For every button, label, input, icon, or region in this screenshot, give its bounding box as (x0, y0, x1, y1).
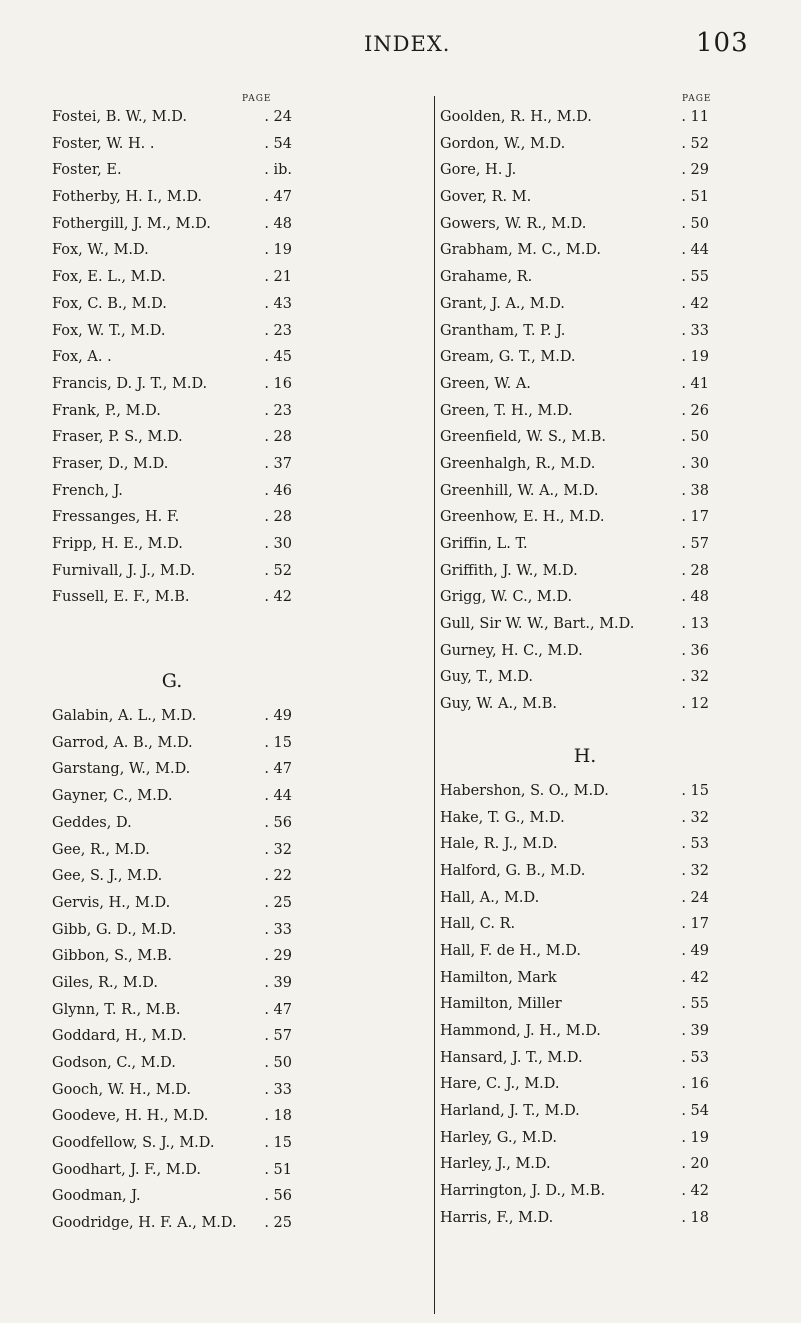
entry-page: . 48 (264, 215, 292, 232)
entry-page: . 30 (681, 455, 709, 472)
right-index-column (440, 104, 730, 1232)
entry-name: Fressanges, H. F. (52, 509, 180, 526)
entry-page: . 47 (264, 189, 292, 206)
entry-page: . 17 (681, 916, 709, 933)
entry-name: Harley, G., M.D. (440, 1129, 557, 1146)
section-letter: H. (573, 744, 597, 767)
entry-name: Fox, A. . (52, 349, 112, 366)
entry-page: . 15 (264, 734, 292, 751)
index-entry (440, 664, 730, 691)
entry-page: . 23 (264, 322, 292, 339)
entry-name: Fraser, P. S., M.D. (52, 429, 183, 446)
index-entry (52, 1183, 292, 1210)
entry-page: . 41 (681, 375, 709, 392)
index-entry (52, 890, 292, 917)
index-entry (440, 638, 730, 665)
entry-name: Fothergill, J. M., M.D. (52, 215, 211, 232)
entry-page: . 42 (681, 1183, 709, 1200)
entry-name: Gibb, G. D., M.D. (52, 921, 177, 938)
entry-name: Grahame, R. (440, 269, 533, 286)
entry-name: Gover, R. M. (440, 189, 532, 206)
entry-name: Fox, C. B., M.D. (52, 295, 167, 312)
entry-page: . 51 (681, 189, 709, 206)
section-letter: G. (161, 670, 183, 693)
entry-name: Goodman, J. (52, 1188, 141, 1205)
entry-page: . 55 (681, 996, 709, 1013)
entry-page: . 19 (681, 1129, 709, 1146)
index-entry (440, 184, 730, 211)
index-entry (52, 1210, 292, 1237)
index-entry (52, 1023, 292, 1050)
index-entry (52, 451, 292, 478)
entry-page: . 50 (264, 1055, 292, 1071)
entry-name: Furnivall, J. J., M.D. (52, 562, 196, 579)
entry-name: Gibbon, S., M.B. (52, 948, 173, 965)
entry-name: Goolden, R. H., M.D. (440, 109, 592, 125)
entry-name: Fraser, D., M.D. (52, 455, 169, 472)
index-entry (440, 291, 730, 318)
entry-name: Hale, R. J., M.D. (440, 836, 558, 853)
index-entry (52, 237, 292, 264)
entry-page: . 19 (681, 349, 709, 366)
entry-name: Goodridge, H. F. A., M.D. (52, 1215, 237, 1232)
page-number: 103 (696, 28, 749, 58)
index-entry (52, 184, 292, 211)
index-entry (440, 1205, 730, 1232)
entry-page: . 53 (681, 1049, 709, 1066)
entry-page: . 24 (264, 109, 292, 125)
entry-page: . 42 (264, 589, 292, 606)
entry-page: . 16 (681, 1076, 709, 1093)
entry-name: Frank, P., M.D. (52, 402, 161, 419)
entry-page: . 28 (264, 509, 292, 526)
entry-page: . ib. (264, 162, 292, 179)
entry-page: . 45 (264, 349, 292, 366)
entry-page: . 32 (681, 862, 709, 879)
index-entry (52, 703, 292, 730)
entry-name: Hake, T. G., M.D. (440, 809, 565, 826)
entry-name: Hansard, J. T., M.D. (440, 1049, 583, 1066)
entry-name: Goodeve, H. H., M.D. (52, 1108, 209, 1125)
index-entry (52, 917, 292, 944)
index-entry (440, 451, 730, 478)
index-entry (52, 157, 292, 184)
index-entry (52, 371, 292, 398)
entry-page: . 37 (264, 455, 292, 472)
entry-page: . 51 (264, 1161, 292, 1178)
index-entry (440, 1125, 730, 1152)
index-entry (440, 965, 730, 992)
entry-page: . 39 (681, 1023, 709, 1039)
entry-page: . 24 (681, 889, 709, 906)
entry-name: French, J. (52, 482, 123, 499)
entry-name: Gream, G. T., M.D. (440, 349, 576, 366)
entry-page: . 47 (264, 1001, 292, 1018)
entry-name: Garstang, W., M.D. (52, 761, 191, 778)
entry-page: . 56 (264, 1188, 292, 1205)
entry-name: Godson, C., M.D. (52, 1055, 176, 1071)
entry-name: Gurney, H. C., M.D. (440, 642, 583, 659)
entry-name: Gordon, W., M.D. (440, 135, 566, 152)
entry-page: . 52 (264, 562, 292, 579)
entry-name: Hare, C. J., M.D. (440, 1076, 560, 1093)
page-title: INDEX. (364, 32, 451, 56)
index-entry (440, 558, 730, 585)
entry-name: Guy, W. A., M.B. (440, 696, 558, 713)
index-entry (52, 1103, 292, 1130)
index-entry (52, 1050, 292, 1077)
index-entry (440, 885, 730, 912)
entry-name: Galabin, A. L., M.D. (52, 708, 197, 725)
entry-page: . 29 (681, 162, 709, 179)
left-index-column (52, 104, 292, 1237)
entry-name: Fox, W. T., M.D. (52, 322, 166, 339)
entry-name: Fussell, E. F., M.B. (52, 589, 190, 606)
index-entry (440, 831, 730, 858)
entry-page: . 52 (681, 135, 709, 152)
entry-name: Guy, T., M.D. (440, 669, 533, 686)
entry-name: Geddes, D. (52, 814, 132, 831)
index-entry (52, 1077, 292, 1104)
index-entry (440, 211, 730, 238)
index-entry (440, 1098, 730, 1125)
entry-page: . 47 (264, 761, 292, 778)
index-entry (440, 805, 730, 832)
index-entry (440, 504, 730, 531)
entry-name: Gayner, C., M.D. (52, 788, 173, 805)
index-entry (52, 531, 292, 558)
index-entry (52, 970, 292, 997)
index-entry (440, 1045, 730, 1072)
entry-name: Gore, H. J. (440, 162, 517, 179)
page-header (0, 24, 801, 58)
entry-name: Halford, G. B., M.D. (440, 862, 586, 879)
entry-name: Goodfellow, S. J., M.D. (52, 1135, 215, 1152)
index-entry (440, 264, 730, 291)
entry-name: Garrod, A. B., M.D. (52, 734, 193, 751)
entry-name: Gee, R., M.D. (52, 841, 150, 858)
entry-name: Giles, R., M.D. (52, 974, 159, 991)
entry-page: . 56 (264, 814, 292, 831)
entry-name: Greenhow, E. H., M.D. (440, 509, 605, 526)
index-entry (440, 424, 730, 451)
index-entry (52, 478, 292, 505)
index-entry (52, 1157, 292, 1184)
index-entry (440, 691, 730, 718)
entry-name: Hall, F. de H., M.D. (440, 942, 581, 959)
entry-page: . 28 (681, 562, 709, 579)
entry-name: Harland, J. T., M.D. (440, 1103, 580, 1120)
entry-page: . 39 (264, 974, 292, 991)
index-entry (440, 371, 730, 398)
entry-name: Griffin, L. T. (440, 536, 528, 552)
entry-page: . 54 (681, 1103, 709, 1120)
index-entry (52, 398, 292, 425)
index-entry (440, 344, 730, 371)
index-entry (440, 938, 730, 965)
entry-page: . 25 (264, 1215, 292, 1232)
entry-name: Gooch, W. H., M.D. (52, 1081, 191, 1098)
entry-name: Fripp, H. E., M.D. (52, 536, 183, 552)
index-entry (440, 1178, 730, 1205)
index-entry (52, 318, 292, 345)
entry-name: Fox, W., M.D. (52, 242, 149, 259)
entry-page: . 25 (264, 894, 292, 911)
entry-name: Gee, S. J., M.D. (52, 868, 163, 885)
entry-page: . 15 (264, 1135, 292, 1152)
index-entry (440, 157, 730, 184)
entry-page: . 43 (264, 295, 292, 312)
index-entry (440, 858, 730, 885)
index-entry (440, 398, 730, 425)
entry-name: Gowers, W. R., M.D. (440, 215, 587, 232)
entry-page: . 32 (681, 809, 709, 826)
right-page-label: PAGE (682, 94, 712, 104)
entry-page: . 50 (681, 215, 709, 232)
entry-name: Fox, E. L., M.D. (52, 269, 166, 286)
index-entry (52, 504, 292, 531)
entry-page: . 42 (681, 295, 709, 312)
entry-name: Gull, Sir W. W., Bart., M.D. (440, 616, 635, 633)
entry-page: . 33 (681, 322, 709, 339)
entry-page: . 44 (681, 242, 709, 259)
entry-name: Hammond, J. H., M.D. (440, 1023, 601, 1039)
index-entry (440, 478, 730, 505)
entry-name: Foster, W. H. . (52, 135, 155, 152)
entry-name: Greenhill, W. A., M.D. (440, 482, 599, 499)
entry-page: . 33 (264, 921, 292, 938)
entry-name: Goodhart, J. F., M.D. (52, 1161, 201, 1178)
index-entry (52, 756, 292, 783)
entry-page: . 57 (264, 1028, 292, 1045)
index-entry (440, 1151, 730, 1178)
entry-page: . 18 (264, 1108, 292, 1125)
entry-name: Hamilton, Miller (440, 996, 562, 1013)
entry-name: Foster, E. (52, 162, 122, 179)
entry-page: . 13 (681, 616, 709, 633)
index-entry (440, 611, 730, 638)
entry-name: Habershon, S. O., M.D. (440, 782, 609, 799)
entry-page: . 50 (681, 429, 709, 446)
index-entry (52, 424, 292, 451)
entry-name: Fostei, B. W., M.D. (52, 109, 187, 125)
entry-page: . 46 (264, 482, 292, 499)
index-entry (52, 291, 292, 318)
entry-page: . 49 (264, 708, 292, 725)
entry-page: . 48 (681, 589, 709, 606)
index-entry (52, 997, 292, 1024)
entry-page: . 54 (264, 135, 292, 152)
entry-page: . 17 (681, 509, 709, 526)
entry-page: . 12 (681, 696, 709, 713)
entry-page: . 44 (264, 788, 292, 805)
entry-page: . 21 (264, 269, 292, 286)
entry-name: Harley, J., M.D. (440, 1156, 551, 1173)
entry-page: . 28 (264, 429, 292, 446)
entry-name: Green, T. H., M.D. (440, 402, 573, 419)
entry-name: Gervis, H., M.D. (52, 894, 171, 911)
entry-name: Griffith, J. W., M.D. (440, 562, 578, 579)
left-page-label: PAGE (242, 94, 272, 104)
entry-page: . 15 (681, 782, 709, 799)
index-entry (440, 584, 730, 611)
entry-name: Harrington, J. D., M.B. (440, 1183, 606, 1200)
entry-name: Grabham, M. C., M.D. (440, 242, 602, 259)
index-entry (52, 837, 292, 864)
entry-page: . 55 (681, 269, 709, 286)
entry-page: . 22 (264, 868, 292, 885)
index-entry (52, 730, 292, 757)
entry-page: . 30 (264, 536, 292, 552)
entry-page: . 19 (264, 242, 292, 259)
entry-page: . 53 (681, 836, 709, 853)
entry-page: . 18 (681, 1209, 709, 1226)
entry-name: Green, W. A. (440, 375, 531, 392)
entry-page: . 23 (264, 402, 292, 419)
index-entry (440, 318, 730, 345)
entry-page: . 16 (264, 375, 292, 392)
index-entry (52, 810, 292, 837)
index-entry (52, 211, 292, 238)
entry-name: Hall, C. R. (440, 916, 516, 933)
entry-name: Hamilton, Mark (440, 969, 557, 986)
index-entry (52, 131, 292, 158)
column-divider (434, 96, 435, 1314)
entry-page: . 32 (681, 669, 709, 686)
index-entry (440, 991, 730, 1018)
entry-page: . 42 (681, 969, 709, 986)
entry-name: Grigg, W. C., M.D. (440, 589, 573, 606)
index-entry (440, 237, 730, 264)
index-entry (52, 558, 292, 585)
index-entry (440, 531, 730, 558)
index-entry (440, 911, 730, 938)
entry-name: Grant, J. A., M.D. (440, 295, 565, 312)
index-entry (52, 863, 292, 890)
entry-page: . 49 (681, 942, 709, 959)
index-entry (52, 264, 292, 291)
entry-page: . 11 (681, 109, 709, 125)
entry-name: Greenfield, W. S., M.B. (440, 429, 606, 446)
entry-page: . 57 (681, 536, 709, 552)
index-entry (440, 1071, 730, 1098)
entry-name: Greenhalgh, R., M.D. (440, 455, 596, 472)
entry-page: . 26 (681, 402, 709, 419)
entry-name: Hall, A., M.D. (440, 889, 540, 906)
entry-name: Grantham, T. P. J. (440, 322, 566, 339)
index-entry (52, 344, 292, 371)
entry-name: Glynn, T. R., M.B. (52, 1001, 181, 1018)
entry-name: Harris, F., M.D. (440, 1209, 554, 1226)
entry-name: Fotherby, H. I., M.D. (52, 189, 203, 206)
index-entry (52, 943, 292, 970)
index-entry (52, 1130, 292, 1157)
entry-page: . 33 (264, 1081, 292, 1098)
entry-name: Francis, D. J. T., M.D. (52, 375, 208, 392)
index-entry (52, 104, 292, 131)
index-entry (440, 1018, 730, 1045)
index-entry (52, 783, 292, 810)
index-entry (440, 104, 730, 131)
entry-name: Goddard, H., M.D. (52, 1028, 187, 1045)
index-entry (440, 778, 730, 805)
entry-page: . 32 (264, 841, 292, 858)
index-entry (440, 131, 730, 158)
entry-page: . 38 (681, 482, 709, 499)
entry-page: . 20 (681, 1156, 709, 1173)
index-entry (52, 584, 292, 611)
entry-page: . 36 (681, 642, 709, 659)
entry-page: . 29 (264, 948, 292, 965)
